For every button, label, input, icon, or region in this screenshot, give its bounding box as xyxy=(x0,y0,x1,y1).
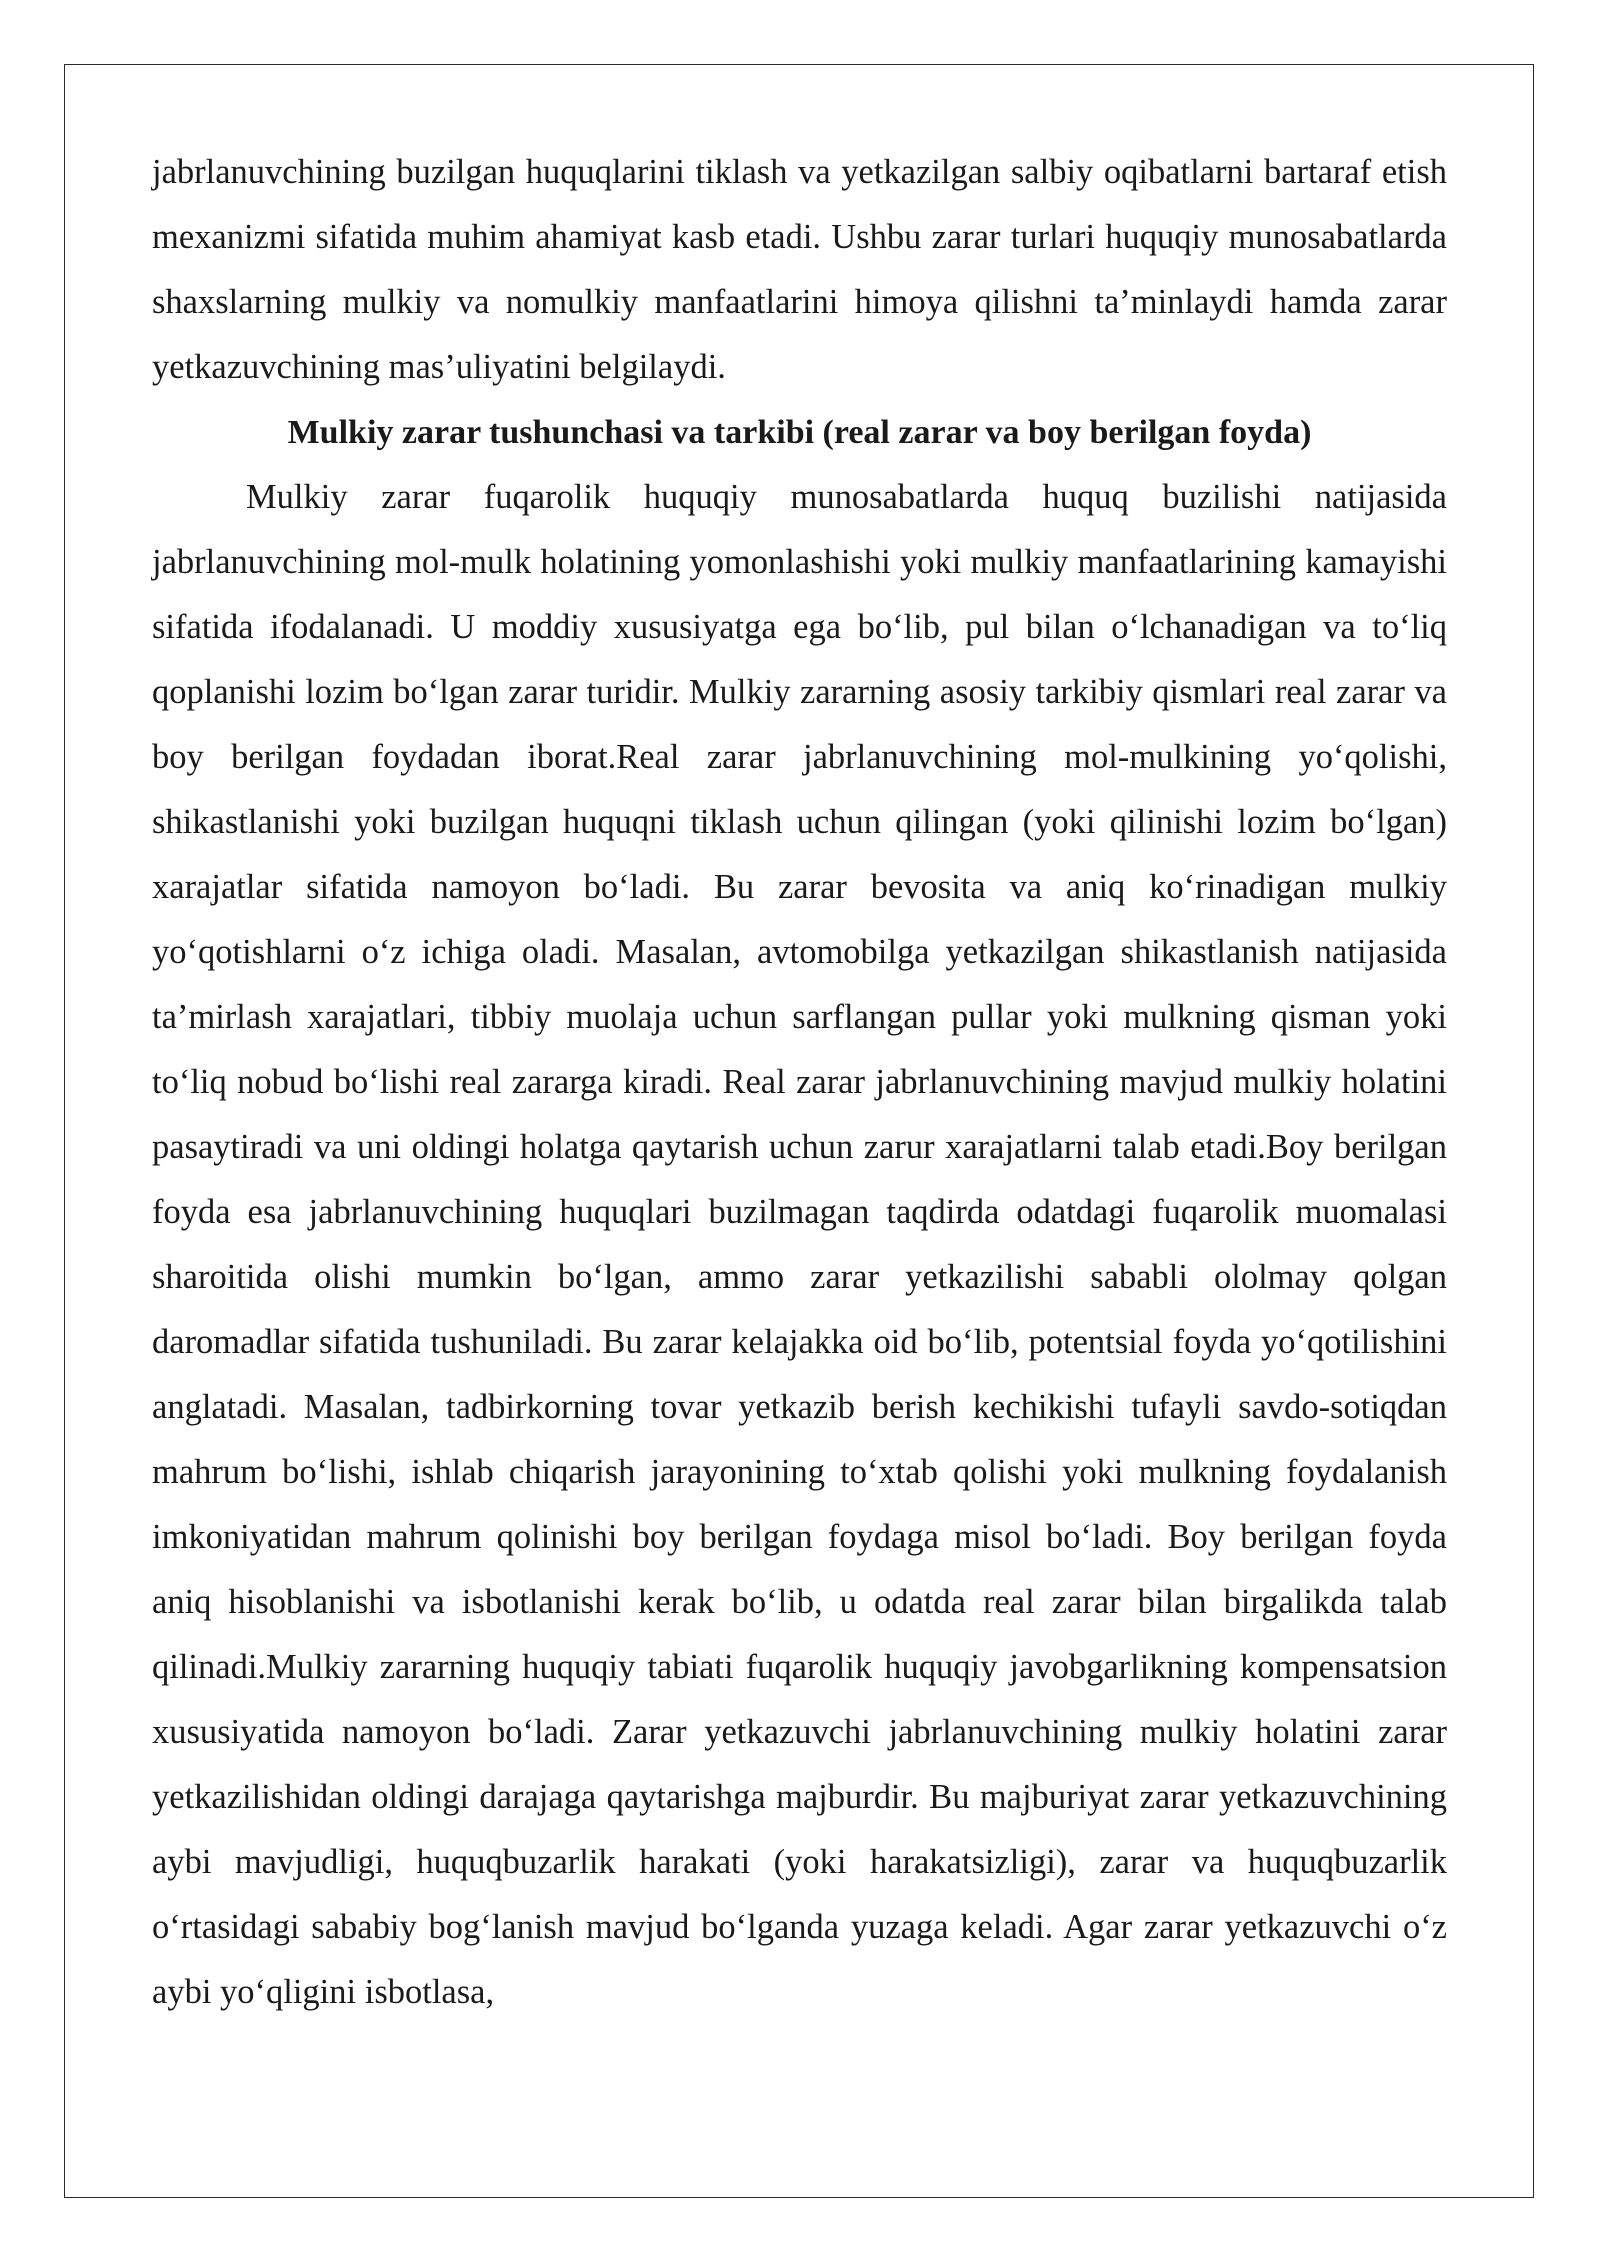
intro-paragraph: jabrlanuvchining buzilgan huquqlarini tiklash va yetkazilgan salbiy oqibatlarni bartaraf etish mexanizmi sifatida muhim ahamiyat kasb etadi. Ushbu zarar turlari huquqiy munosabatlarda shaxslarning mulkiy va nomulkiy manfaatlarini himoya qilishni ta’minlaydi hamda zarar yetkazuvchining mas’uliyatini belgilaydi. xyxy=(152,153,1447,386)
body-paragraph: Mulkiy zarar fuqarolik huquqiy munosabatlarda huquq buzilishi natijasida jabrlanuvchining mol-mulk holatining yomonlashishi yoki mulkiy manfaatlarining kamayishi sifatida ifodalanadi. U moddiy xususiyatga ega bo‘lib, pul bilan o‘lchanadigan va to‘liq qoplanishi lozim bo‘lgan zarar turidir. Mulkiy zararning asosiy tarkibiy qismlari real zarar va boy berilgan foydadan iborat.Real zarar jabrlanuvchining mol-mulkining yo‘qolishi, shikastlanishi yoki buzilgan huquqni tiklash uchun qilingan (yoki qilinishi lozim bo‘lgan) xarajatlar sifatida namoyon bo‘ladi. Bu zarar bevosita va aniq ko‘rinadigan mulkiy yo‘qotishlarni o‘z ichiga oladi. Masalan, avtomobilga yetkazilgan shikastlanish natijasida ta’mirlash xarajatlari, tibbiy muolaja uchun sarflangan pullar yoki mulkning qisman yoki to‘liq nobud bo‘lishi real zararga kiradi. Real zarar jabrlanuvchining mavjud mulkiy holatini pasaytiradi va uni oldingi holatga qaytarish uchun zarur xarajatlarni talab etadi.Boy berilgan foyda esa jabrlanuvchining huquqlari buzilmagan taqdirda odatdagi fuqarolik muomalasi sharoitida olishi mumkin bo‘lgan, ammo zarar yetkazilishi sababli ololmay qolgan daromadlar sifatida tushuniladi. Bu zarar kelajakka oid bo‘lib, potentsial foyda yo‘qotilishini anglatadi. Masalan, tadbirkorning tovar yetkazib berish kechikishi tufayli savdo-sotiqdan mahrum bo‘lishi, ishlab chiqarish jarayonining to‘xtab qolishi yoki mulkning foydalanish imkoniyatidan mahrum qolinishi boy berilgan foydaga misol bo‘ladi. Boy berilgan foyda aniq hisoblanishi va isbotlanishi kerak bo‘lib, u odatda real zarar bilan birgalikda talab qilinadi.Mulkiy zararning huquqiy tabiati fuqarolik huquqiy javobgarlikning kompensatsion xususiyatida namoyon bo‘ladi. Zarar yetkazuvchi jabrlanuvchining mulkiy holatini zarar yetkazilishidan oldingi darajaga qaytarishga majburdir. Bu majburiyat zarar yetkazuvchining aybi mavjudligi, huquqbuzarlik harakati (yoki harakatsizligi), zarar va huquqbuzarlik o‘rtasidagi sababiy bog‘lanish mavjud bo‘lganda yuzaga keladi. Agar zarar yetkazuvchi o‘z aybi yo‘qligini isbotlasa, xyxy=(152,478,1447,2011)
section-heading: Mulkiy zarar tushunchasi va tarkibi (real zarar va boy berilgan foyda) xyxy=(287,414,1312,451)
document-body xyxy=(152,140,1447,2025)
